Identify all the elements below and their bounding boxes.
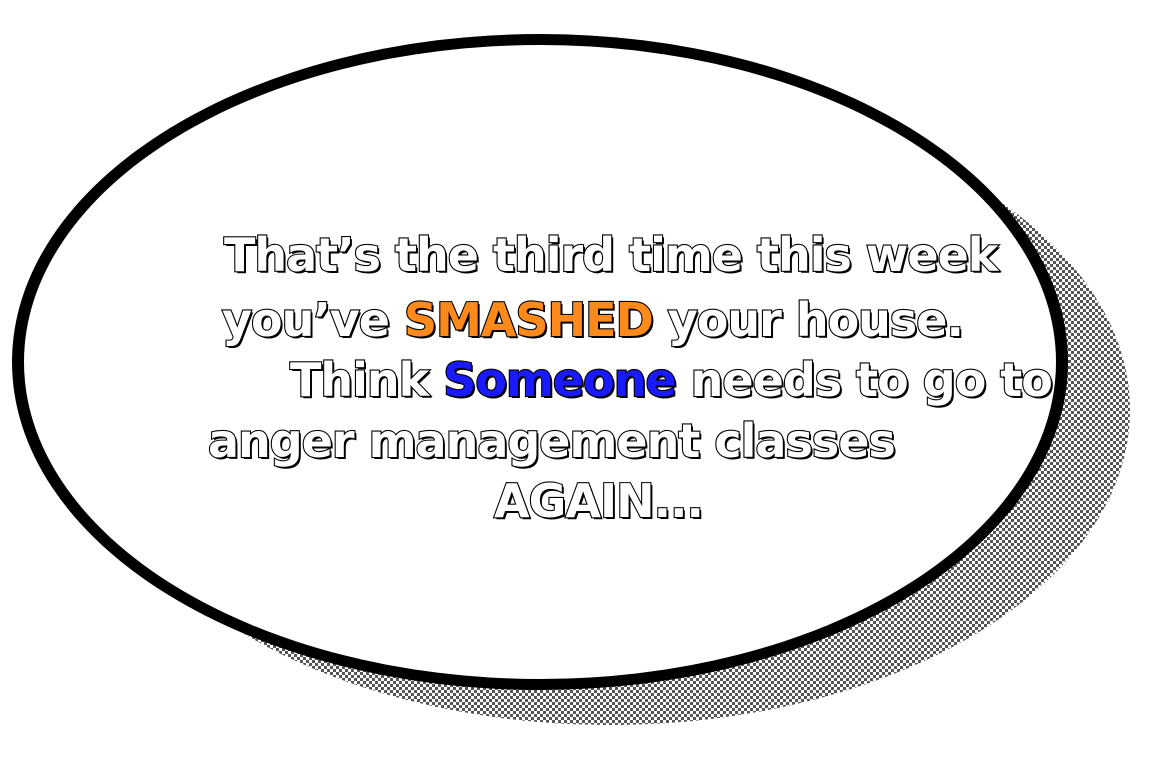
caption-line-3-start: Think: [290, 353, 444, 407]
caption-line-2-start: you’ve: [222, 293, 405, 347]
caption-line-5-text: AGAIN...: [494, 474, 703, 528]
caption-line-1: [224, 228, 998, 282]
highlight-smashed: SMASHED: [404, 293, 653, 347]
caption-line-4-text: anger management classes: [208, 414, 895, 468]
highlight-someone: Someone: [443, 353, 676, 407]
caption-line-3-end: needs to go to: [675, 353, 1052, 407]
caption-line-1-text: That’s the third time this week: [224, 228, 998, 282]
caption-line-2-end: your house.: [652, 293, 963, 347]
caption-line-3: [290, 353, 1052, 407]
caption-line-2: [222, 293, 963, 347]
caption-line-5: [494, 474, 703, 528]
caption-line-4: [208, 414, 895, 468]
